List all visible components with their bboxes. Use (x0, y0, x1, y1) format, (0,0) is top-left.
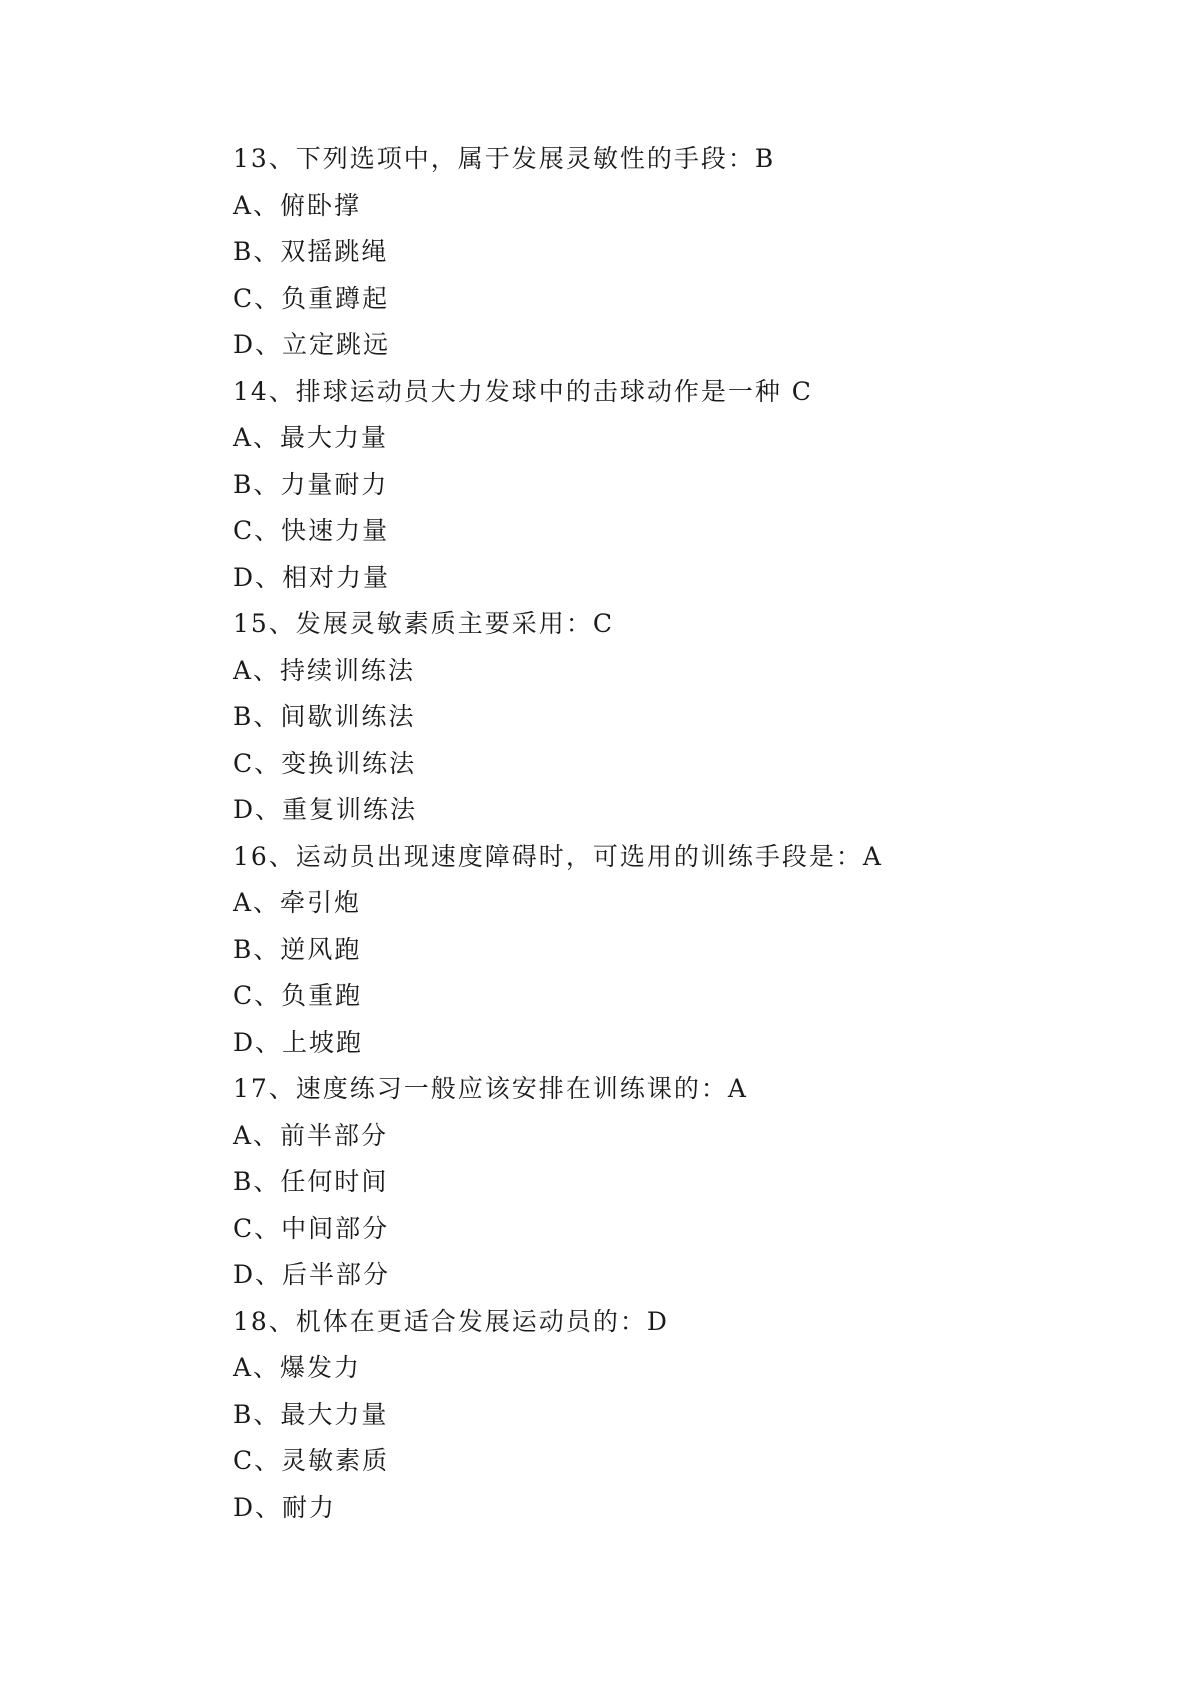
question-stem: 16、运动员出现速度障碍时，可选用的训练手段是：A (233, 841, 883, 871)
question-16 (233, 834, 1113, 1067)
question-stem: 15、发展灵敏素质主要采用：C (233, 609, 614, 638)
option-d: D、立定跳远 (233, 330, 391, 359)
option-c: C、负重跑 (233, 981, 363, 1010)
option-b: B、力量耐力 (233, 469, 389, 499)
option-c: C、中间部分 (233, 1213, 390, 1243)
option-a: A、俯卧撑 (233, 190, 362, 220)
option-d: D、重复训练法 (233, 795, 418, 824)
option-d: D、耐力 (233, 1492, 337, 1522)
option-c: C、变换训练法 (233, 748, 417, 778)
question-15 (233, 601, 1113, 834)
option-c: C、负重蹲起 (233, 283, 390, 313)
option-d: D、后半部分 (233, 1260, 391, 1289)
option-b: B、双摇跳绳 (233, 237, 389, 266)
question-stem: 13、下列选项中，属于发展灵敏性的手段：B (233, 144, 776, 173)
question-17 (233, 1066, 1113, 1299)
question-18 (233, 1299, 1113, 1532)
question-stem: 14、排球运动员大力发球中的击球动作是一种 C (233, 376, 813, 406)
option-d: D、相对力量 (233, 562, 391, 592)
option-a: A、爆发力 (233, 1353, 362, 1382)
option-b: B、逆风跑 (233, 934, 362, 964)
option-a: A、最大力量 (233, 423, 389, 452)
option-a: A、牵引炮 (233, 888, 362, 917)
question-stem: 17、速度练习一般应该安排在训练课的：A (233, 1074, 748, 1103)
option-b: B、任何时间 (233, 1167, 389, 1196)
question-14 (233, 369, 1113, 602)
question-13 (233, 136, 1113, 369)
option-b: B、最大力量 (233, 1399, 389, 1429)
option-c: C、快速力量 (233, 516, 390, 545)
question-list (233, 136, 1113, 1531)
option-c: C、灵敏素质 (233, 1446, 390, 1475)
option-b: B、间歇训练法 (233, 702, 416, 731)
option-d: D、上坡跑 (233, 1027, 364, 1057)
option-a: A、持续训练法 (233, 655, 416, 685)
option-a: A、前半部分 (233, 1120, 389, 1150)
question-stem: 18、机体在更适合发展运动员的：D (233, 1306, 669, 1336)
